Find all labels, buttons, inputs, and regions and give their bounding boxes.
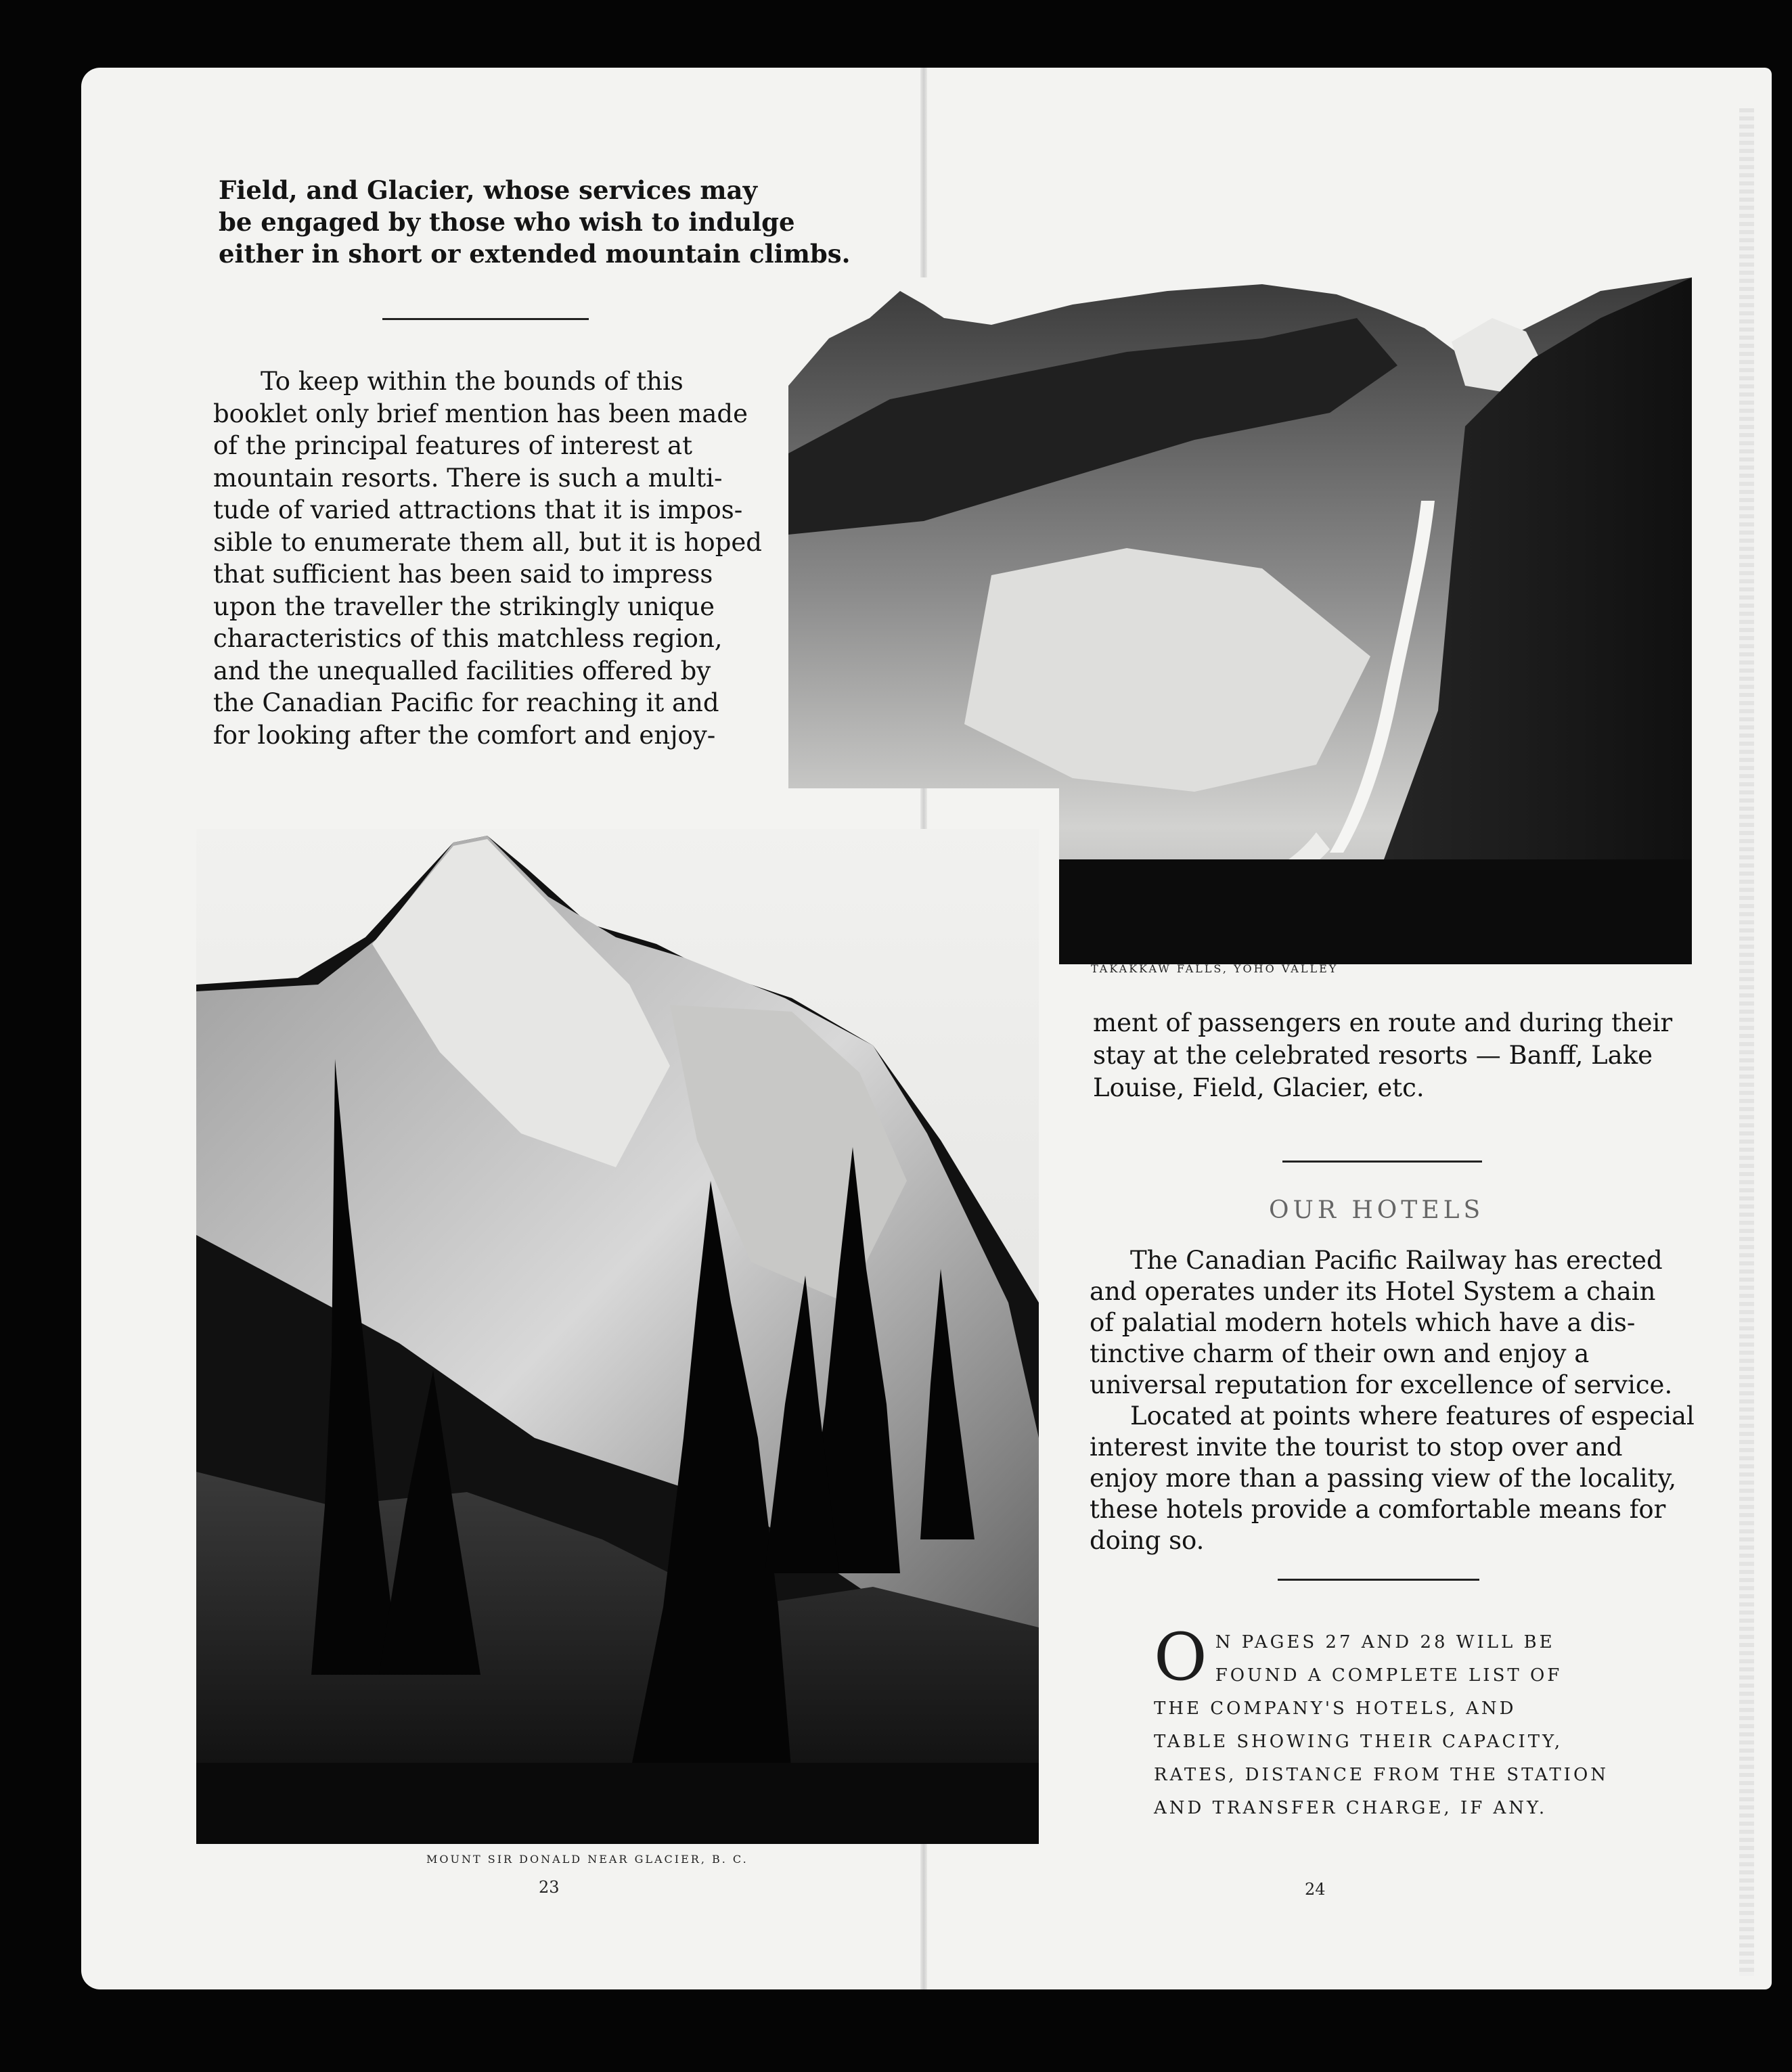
text-line: ment of passengers en route and during their xyxy=(1093,1008,1673,1037)
text-line: universal reputation for excellence of service. xyxy=(1090,1370,1673,1399)
text-line: doing so. xyxy=(1090,1526,1205,1555)
text-line: for looking after the comfort and enjoy- xyxy=(213,720,716,750)
intro-paragraph xyxy=(219,175,851,270)
text-line: of the principal features of interest at xyxy=(213,431,692,460)
text-line: these hotels provide a comfortable means for xyxy=(1090,1495,1666,1524)
continuation-paragraph xyxy=(1093,1007,1672,1104)
note-line: RATES, DISTANCE FROM THE STATION xyxy=(1154,1765,1609,1785)
text-line: tude of varied attractions that it is impos- xyxy=(213,495,743,524)
note-line: AND TRANSFER CHARGE, IF ANY. xyxy=(1154,1798,1548,1818)
text-line: that sufficient has been said to impress xyxy=(213,560,713,589)
note-line: N PAGES 27 AND 28 WILL BE xyxy=(1215,1632,1555,1652)
drop-cap: O xyxy=(1154,1619,1207,1695)
note-line: TABLE SHOWING THEIR CAPACITY, xyxy=(1154,1732,1563,1752)
page-edge xyxy=(1739,108,1754,1976)
photo-caption-sir-donald: MOUNT SIR DONALD NEAR GLACIER, B. C. xyxy=(426,1853,748,1866)
text-line: and the unequalled facilities offered by xyxy=(213,656,711,685)
text-line: stay at the celebrated resorts — Banff, Lake xyxy=(1093,1041,1653,1070)
photo-caption-takakkaw: TAKAKKAW FALLS, YOHO VALLEY xyxy=(1091,962,1339,975)
note-line: FOUND A COMPLETE LIST OF xyxy=(1215,1665,1563,1686)
text-line: Located at points where features of especial xyxy=(1130,1401,1695,1431)
divider-rule xyxy=(1278,1579,1479,1581)
text-line: sible to enumerate them all, but it is hoped xyxy=(213,527,762,557)
hotel-list-note xyxy=(1154,1619,1609,1825)
note-line: THE COMPANY'S HOTELS, AND xyxy=(1154,1698,1517,1719)
page-number-left: 23 xyxy=(539,1878,560,1897)
text-line: the Canadian Pacific for reaching it and xyxy=(213,688,719,717)
text-line: be engaged by those who wish to indulge xyxy=(219,207,795,237)
mount-sir-donald-photo xyxy=(196,829,1039,1844)
hotels-paragraph xyxy=(1090,1245,1695,1556)
text-line: enjoy more than a passing view of the locality, xyxy=(1090,1464,1677,1493)
text-line: characteristics of this matchless region, xyxy=(213,624,723,653)
text-line: of palatial modern hotels which have a dis- xyxy=(1090,1308,1636,1337)
takakkaw-falls-photo xyxy=(788,277,1692,964)
divider-rule xyxy=(382,318,589,320)
text-line: upon the traveller the strikingly unique xyxy=(213,591,715,621)
text-line: booklet only brief mention has been made xyxy=(213,399,748,428)
divider-rule xyxy=(1282,1161,1482,1163)
text-line: Field, and Glacier, whose services may xyxy=(219,175,758,205)
text-line: mountain resorts. There is such a multi- xyxy=(213,463,723,493)
text-line: interest invite the tourist to stop over and xyxy=(1090,1433,1623,1462)
page-number-right: 24 xyxy=(1305,1880,1326,1899)
text-line: The Canadian Pacific Railway has erected xyxy=(1130,1246,1663,1275)
section-heading-hotels: OUR HOTELS xyxy=(1269,1196,1485,1224)
text-line: Louise, Field, Glacier, etc. xyxy=(1093,1073,1425,1102)
bounds-paragraph xyxy=(213,365,762,751)
text-line: either in short or extended mountain climbs. xyxy=(219,239,851,269)
text-line: To keep within the bounds of this xyxy=(261,367,684,396)
text-line: tinctive charm of their own and enjoy a xyxy=(1090,1339,1590,1368)
text-line: and operates under its Hotel System a chain xyxy=(1090,1277,1656,1306)
